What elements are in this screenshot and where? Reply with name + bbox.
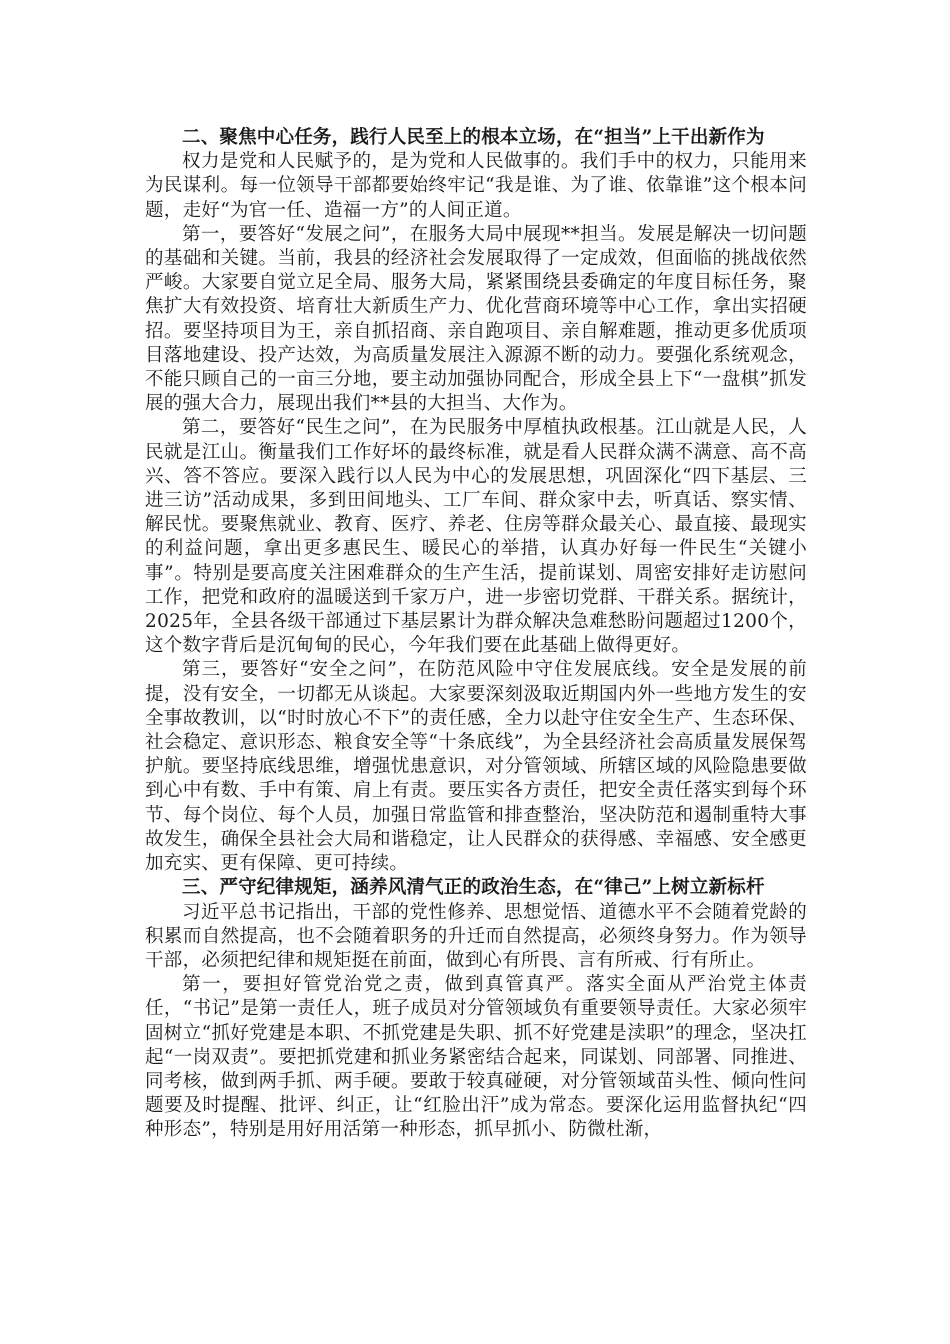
section-3-heading: 三、严守纪律规矩，涵养风清气正的政治生态，在“律己”上树立新标杆: [182, 877, 765, 899]
section-2-point-2: 第二，要答好“民生之问”，在为民服务中厚植执政根基。江山就是人民，人民就是江山。衡量我们工作好坏的最终标准，就是看人民群众满不满意、高不高兴、答不答应。要深入践行以人民为中心的发展思想，巩固深化“四下基层、三进三访”活动成果，多到田间地头、工厂车间、群众家中去，听真话、察实情、解民忧。要聚焦就业、教育、医疗、养老、住房等群众最关心、最直接、最现实的利益问题，拿出更多惠民生、暖民心的举措，认真办好每一件民生“关键小事”。特别是要高度关注困难群众的生产生活，提前谋划、周密安排好走访慰问工作，把党和政府的温暖送到千家万户，进一步密切党群、干群关系。据统计，2025年，全县各级干部通过下基层累计为群众解决急难愁盼问题超过1200个，这个数字背后是沉甸甸的民心，今年我们要在此基础上做得更好。: [145, 417, 807, 657]
section-3-point-1: 第一，要担好管党治党之责，做到真管真严。落实全面从严治党主体责任，“书记”是第一责任人，班子成员对分管领域负有重要领导责任。大家必须牢固树立“抓好党建是本职、不抓党建是失职、抓不好党建是渎职”的理念，坚决扛起“一岗双责”。要把抓党建和抓业务紧密结合起来，同谋划、同部署、同推进、同考核，做到两手抓、两手硬。要敢于较真碰硬，对分管领域苗头性、倾向性问题要及时提醒、批评、纠正，让“红脸出汗”成为常态。要深化运用监督执纪“四种形态”，特别是用好用活第一种形态，抓早抓小、防微杜渐，: [145, 974, 807, 1141]
section-2-heading: 二、聚焦中心任务，践行人民至上的根本立场，在“担当”上干出新作为: [182, 127, 765, 148]
section-2-point-3: 第三，要答好“安全之问”，在防范风险中守住发展底线。安全是发展的前提，没有安全，一切都无从谈起。大家要深刻汲取近期国内外一些地方发生的安全事故教训，以“时时放心不下”的责任感，全力以赴守住安全生产、生态环保、社会稳定、意识形态、粮食安全等“十条底线”，为全县经济社会高质量发展保驾护航。要坚持底线思维，增强忧患意识，对分管领域、所辖区域的风险隐患要做到心中有数、手中有策、肩上有责。要压实各方责任，把安全责任落实到每个环节、每个岗位、每个人员，加强日常监管和排查整治，坚决防范和遏制重特大事故发生，确保全县社会大局和谐稳定，让人民群众的获得感、幸福感、安全感更加充实、更有保障、更可持续。: [145, 659, 807, 875]
document-page: [145, 126, 807, 1143]
section-2-intro: 权力是党和人民赋予的，是为党和人民做事的。我们手中的权力，只能用来为民谋利。每一位领导干部都要始终牢记“我是谁、为了谁、依靠谁”这个根本问题，走好“为官一任、造福一方”的人间正道。: [145, 151, 807, 221]
section-2-point-1: 第一，要答好“发展之问”，在服务大局中展现**担当。发展是解决一切问题的基础和关键。当前，我县的经济社会发展取得了一定成效，但面临的挑战依然严峻。大家要自觉立足全局、服务大局，紧紧围绕县委确定的年度目标任务，聚焦扩大有效投资、培育壮大新质生产力、优化营商环境等中心工作，拿出实招硬招。要坚持项目为王，亲自抓招商、亲自跑项目、亲自解难题，推动更多优质项目落地建设、投产达效，为高质量发展注入源源不断的动力。要强化系统观念，不能只顾自己的一亩三分地，要主动加强协同配合，形成全县上下“一盘棋”抓发展的强大合力，展现出我们**县的大担当、大作为。: [145, 223, 807, 415]
section-3-intro: 习近平总书记指出，干部的党性修养、思想觉悟、道德水平不会随着党龄的积累而自然提高，也不会随着职务的升迁而自然提高，必须终身努力。作为领导干部，必须把纪律和规矩挺在前面，做到心有所畏、言有所戒、行有所止。: [145, 901, 807, 971]
